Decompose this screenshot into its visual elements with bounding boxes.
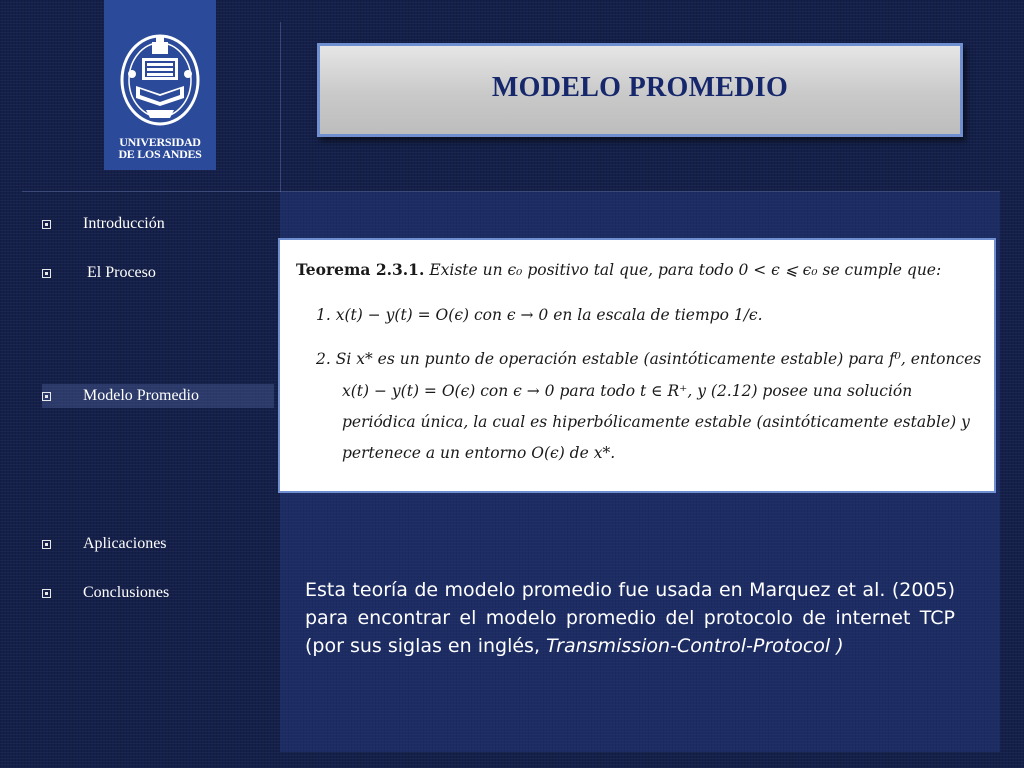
body-paragraph xyxy=(305,576,955,660)
bullet-icon xyxy=(42,540,51,549)
sidebar-item-label: Aplicaciones xyxy=(83,535,167,552)
bullet-icon xyxy=(42,269,51,278)
theorem-item-2-line3: periódica única, la cual es hiperbólicamente estable (asintóticamente estable) y xyxy=(342,413,970,431)
sidebar-item-label: El Proceso xyxy=(83,264,156,281)
theorem-item-2-line4: pertenece a un entorno O(ϵ) de x*. xyxy=(342,444,616,462)
sidebar-item-aplicaciones[interactable] xyxy=(42,532,274,556)
sidebar-item-label: Conclusiones xyxy=(83,584,170,601)
vertical-divider xyxy=(280,22,281,192)
theorem-item-2-line2: x(t) − y(t) = O(ϵ) con ϵ → 0 para todo t ∈ R⁺, y (2.12) posee una solución xyxy=(342,382,913,400)
item-number: 1. xyxy=(316,306,331,324)
title-box xyxy=(317,43,963,137)
body-text: Esta teoría de modelo promedio fue usada en Marquez et al. (2005) para encontrar el modelo promedio del protocolo de internet TCP (por sus siglas en inglés, xyxy=(305,579,955,657)
bullet-icon xyxy=(42,589,51,598)
sidebar-item-conclusiones[interactable] xyxy=(42,581,274,605)
sidebar-item-label: Modelo Promedio xyxy=(83,387,199,404)
sidebar-item-el-proceso[interactable] xyxy=(42,261,274,285)
theorem-item-1 xyxy=(316,306,763,324)
page-title: MODELO PROMEDIO xyxy=(491,72,789,103)
theorem-box xyxy=(278,238,996,493)
logo-line2: DE LOS ANDES xyxy=(118,147,202,161)
item-text: x(t) − y(t) = O(ϵ) con ϵ → 0 en la escala de tiempo 1/ϵ. xyxy=(335,306,763,324)
bullet-icon xyxy=(42,392,51,401)
theorem-item-2 xyxy=(316,350,981,368)
university-logo xyxy=(104,0,216,170)
university-crest-icon xyxy=(116,34,204,132)
sidebar-item-label: Introducción xyxy=(83,215,165,232)
sidebar-item-introduccion[interactable] xyxy=(42,212,274,236)
bullet-icon xyxy=(42,220,51,229)
sidebar-item-modelo-promedio[interactable] xyxy=(42,384,274,408)
item-number: 2. xyxy=(316,350,331,368)
body-italic-text: Transmission-Control-Protocol ) xyxy=(546,635,844,657)
logo-line1: UNIVERSIDAD xyxy=(119,135,201,149)
theorem-heading: Teorema 2.3.1. xyxy=(296,260,425,279)
theorem-header xyxy=(296,260,941,279)
item-text: Si x* es un punto de operación estable (asintóticamente estable) para f⁰, entonces xyxy=(335,350,982,368)
theorem-statement: Existe un ϵ₀ positivo tal que, para todo 0 < ϵ ⩽ ϵ₀ se cumple que: xyxy=(429,261,942,279)
